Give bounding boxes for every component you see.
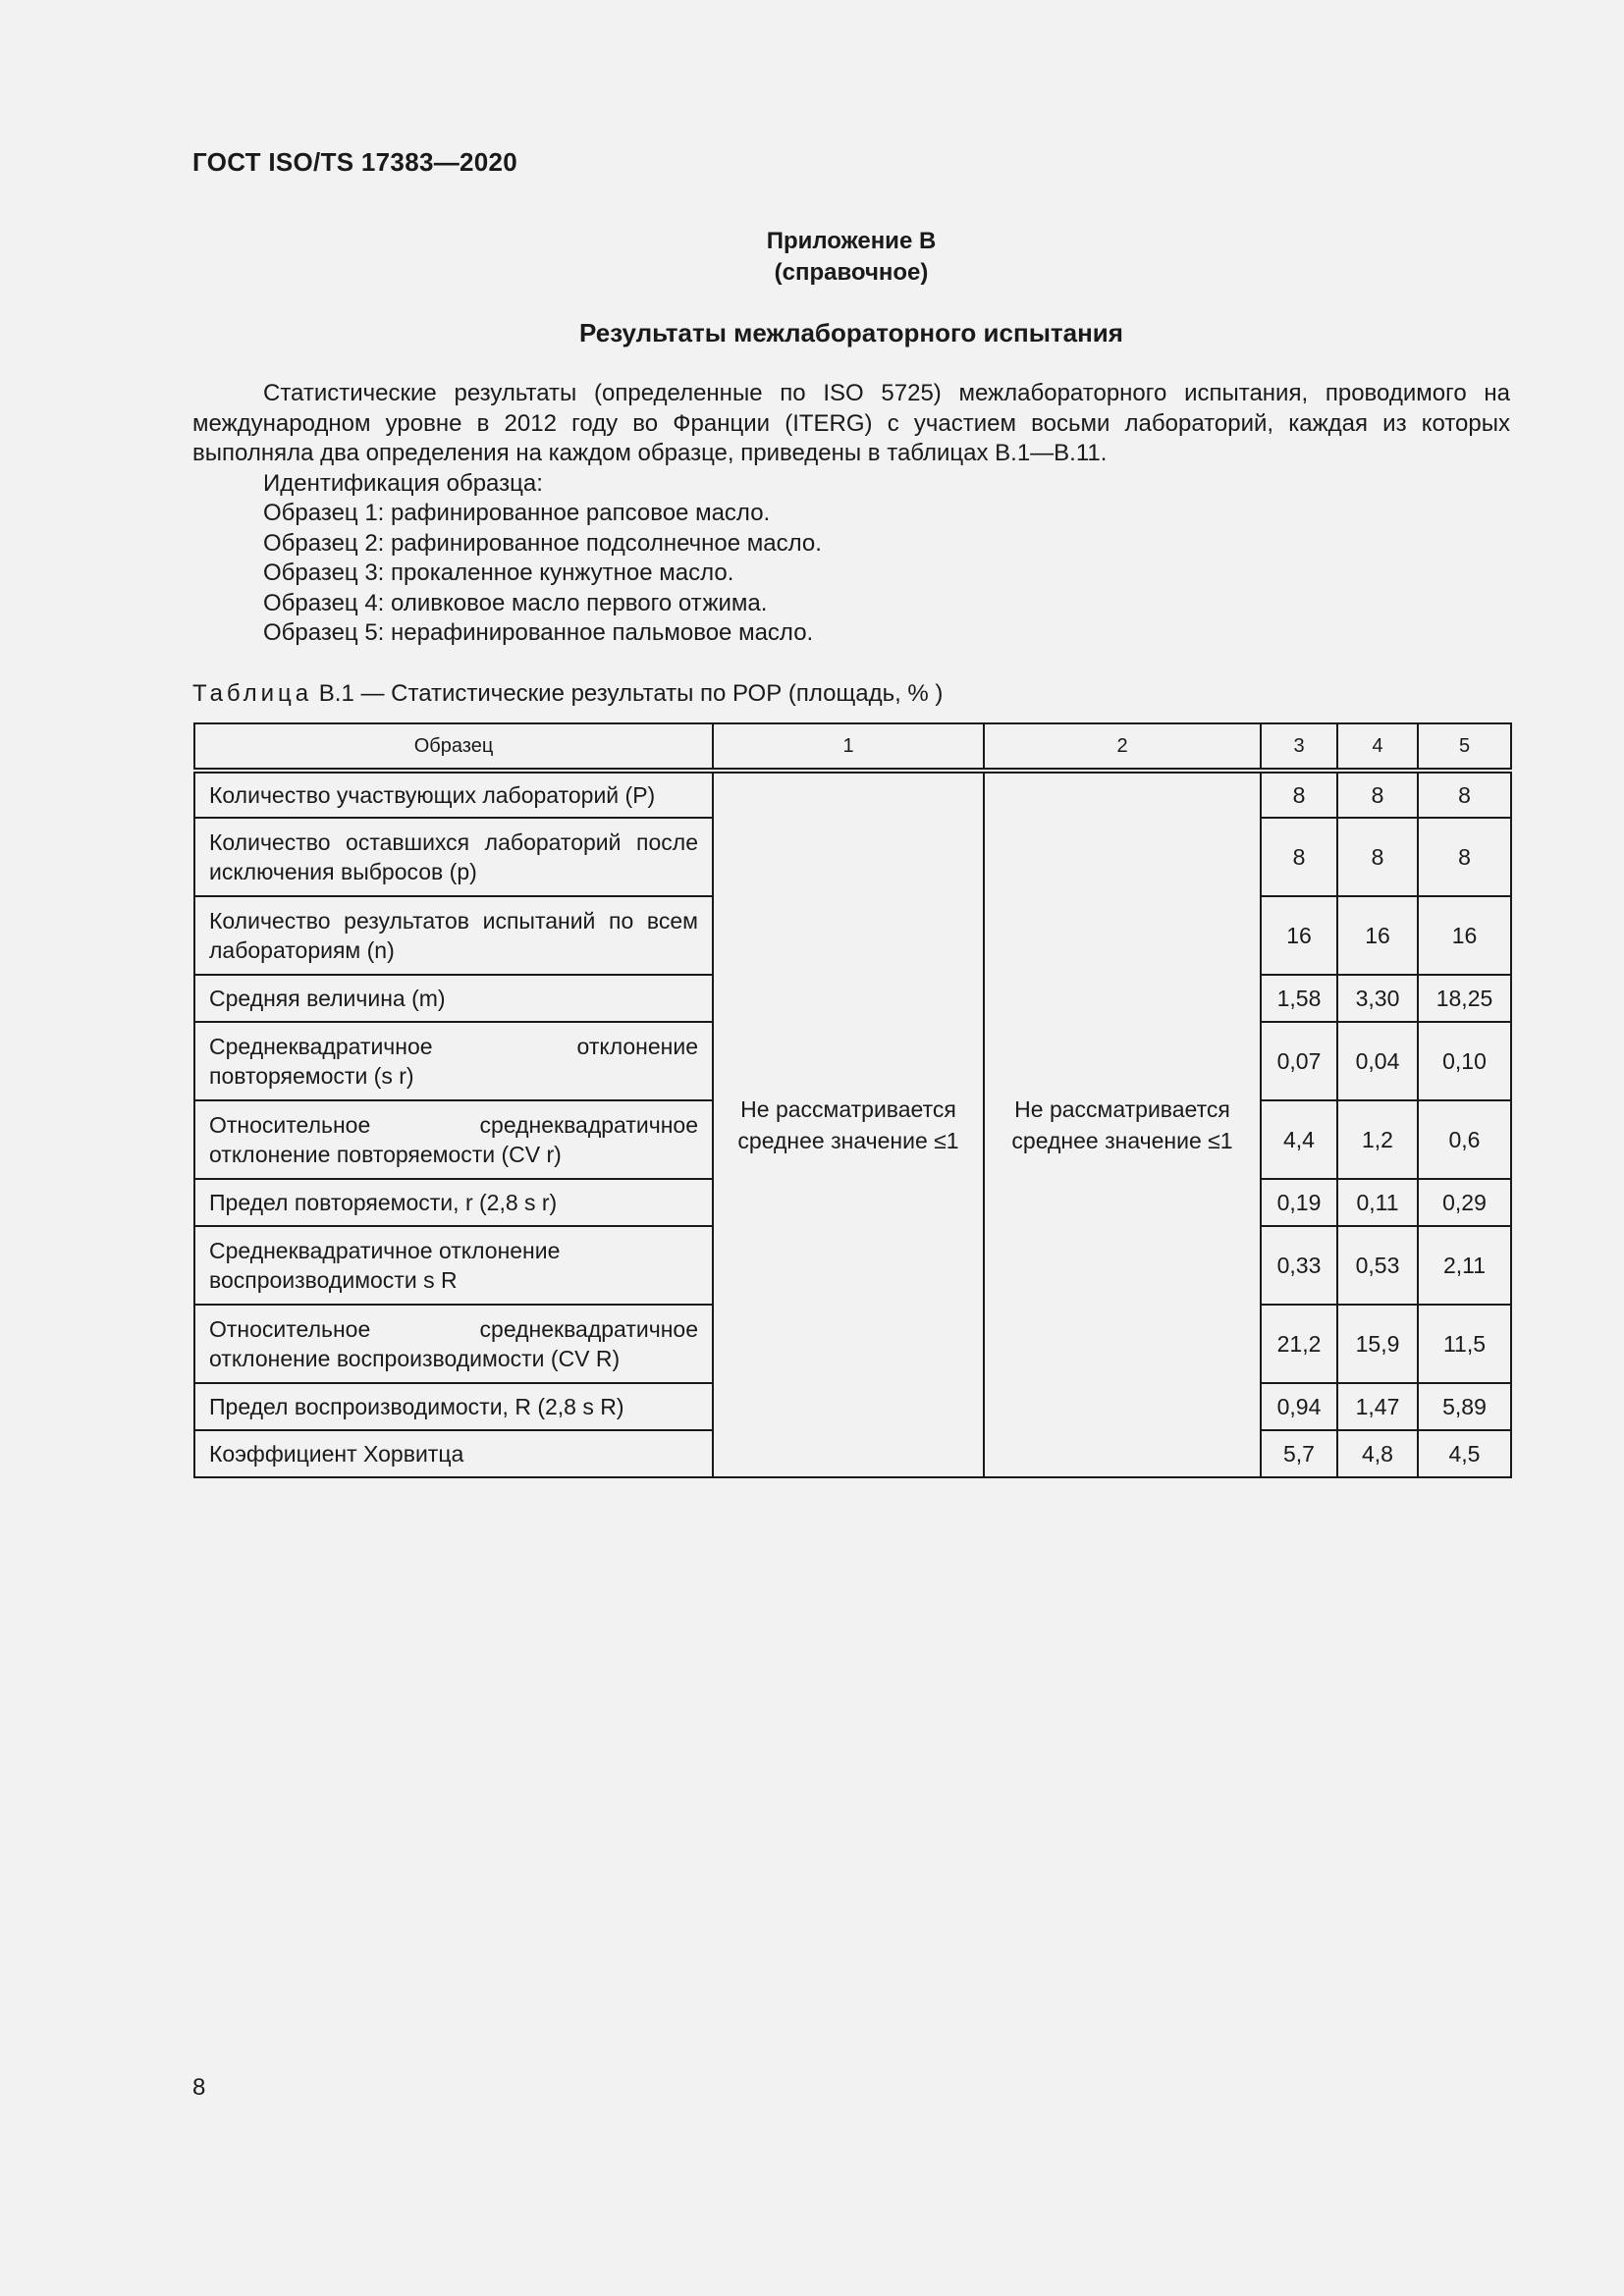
row-label: Количество участвующих лабораторий (P) [194,771,713,818]
header-cell: Образец [194,723,713,771]
value-cell: 0,33 [1261,1226,1337,1305]
row-label: Относительное среднеквадратичное отклонение повторяемости (CV r) [194,1100,713,1179]
value-cell: 8 [1261,771,1337,818]
sample-item: Образец 5: нерафинированное пальмовое масло. [263,619,814,646]
table-caption-text: В.1 — Статистические результаты по РОР (площадь, % ) [312,680,944,707]
merged-note-sample-2: Не рассматривается среднее значение ≤1 [984,771,1261,1477]
value-cell: 0,19 [1261,1179,1337,1226]
header-cell: 4 [1337,723,1418,771]
value-cell: 16 [1261,896,1337,975]
value-cell: 0,11 [1337,1179,1418,1226]
value-cell: 18,25 [1418,975,1511,1022]
value-cell: 0,6 [1418,1100,1511,1179]
value-cell: 8 [1337,771,1418,818]
value-cell: 8 [1261,818,1337,896]
value-cell: 11,5 [1418,1305,1511,1383]
sample-item: Образец 3: прокаленное кунжутное масло. [263,560,734,586]
header-cell: 3 [1261,723,1337,771]
value-cell: 5,7 [1261,1430,1337,1477]
value-cell: 21,2 [1261,1305,1337,1383]
table-caption-prefix: Таблица [192,680,313,707]
value-cell: 1,58 [1261,975,1337,1022]
table-row [194,771,1511,818]
value-cell: 0,10 [1418,1022,1511,1100]
value-cell: 4,4 [1261,1100,1337,1179]
sample-item: Образец 4: оливковое масло первого отжима. [263,589,768,616]
appendix-subtitle: (справочное) [774,259,929,286]
value-cell: 16 [1337,896,1418,975]
value-cell: 1,2 [1337,1100,1418,1179]
value-cell: 3,30 [1337,975,1418,1022]
row-label: Коэффициент Хорвитца [194,1430,713,1477]
row-label: Количество оставшихся лабораторий после исключения выбросов (p) [194,818,713,896]
appendix-heading [192,226,1510,289]
value-cell: 1,47 [1337,1383,1418,1430]
header-cell: 2 [984,723,1261,771]
value-cell: 0,07 [1261,1022,1337,1100]
identification-heading: Идентификация образца: [263,469,543,497]
value-cell: 0,94 [1261,1383,1337,1430]
document-code: ГОСТ ISO/TS 17383—2020 [192,147,518,177]
row-label: Среднеквадратичное отклонение воспроизводимости s R [194,1226,713,1305]
value-cell: 15,9 [1337,1305,1418,1383]
value-cell: 8 [1418,818,1511,896]
value-cell: 4,8 [1337,1430,1418,1477]
value-cell: 4,5 [1418,1430,1511,1477]
appendix-title: Приложение В [766,228,937,254]
sample-item: Образец 2: рафинированное подсолнечное масло. [263,529,822,557]
table-caption [192,680,943,708]
sample-item: Образец 1: рафинированное рапсовое масло. [263,500,771,526]
value-cell: 5,89 [1418,1383,1511,1430]
row-label: Среднеквадратичное отклонение повторяемости (s r) [194,1022,713,1100]
row-label: Средняя величина (m) [194,975,713,1022]
row-label: Предел воспроизводимости, R (2,8 s R) [194,1383,713,1430]
section-title: Результаты межлабораторного испытания [579,318,1123,347]
value-cell: 0,04 [1337,1022,1418,1100]
value-cell: 2,11 [1418,1226,1511,1305]
table-header-row [194,723,1511,771]
results-table [193,722,1512,1478]
value-cell: 8 [1337,818,1418,896]
body-text [192,379,1510,649]
row-label: Относительное среднеквадратичное отклонение воспроизводимости (CV R) [194,1305,713,1383]
page-number: 8 [192,2074,206,2101]
value-cell: 0,29 [1418,1179,1511,1226]
value-cell: 0,53 [1337,1226,1418,1305]
row-label: Предел повторяемости, r (2,8 s r) [194,1179,713,1226]
value-cell: 8 [1418,771,1511,818]
merged-note-sample-1: Не рассматривается среднее значение ≤1 [713,771,984,1477]
header-cell: 5 [1418,723,1511,771]
header-cell: 1 [713,723,984,771]
row-label: Количество результатов испытаний по всем лабораториям (n) [194,896,713,975]
value-cell: 16 [1418,896,1511,975]
intro-paragraph: Статистические результаты (определенные по ISO 5725) межлабораторного испытания, проводимого на международном уровне в 2012 году во Франции (ITERG) с участием восьми лабораторий, каждая из которых выполняла два определения на каждом образце, приведены в таблицах В.1—В.11. [192,380,1510,466]
